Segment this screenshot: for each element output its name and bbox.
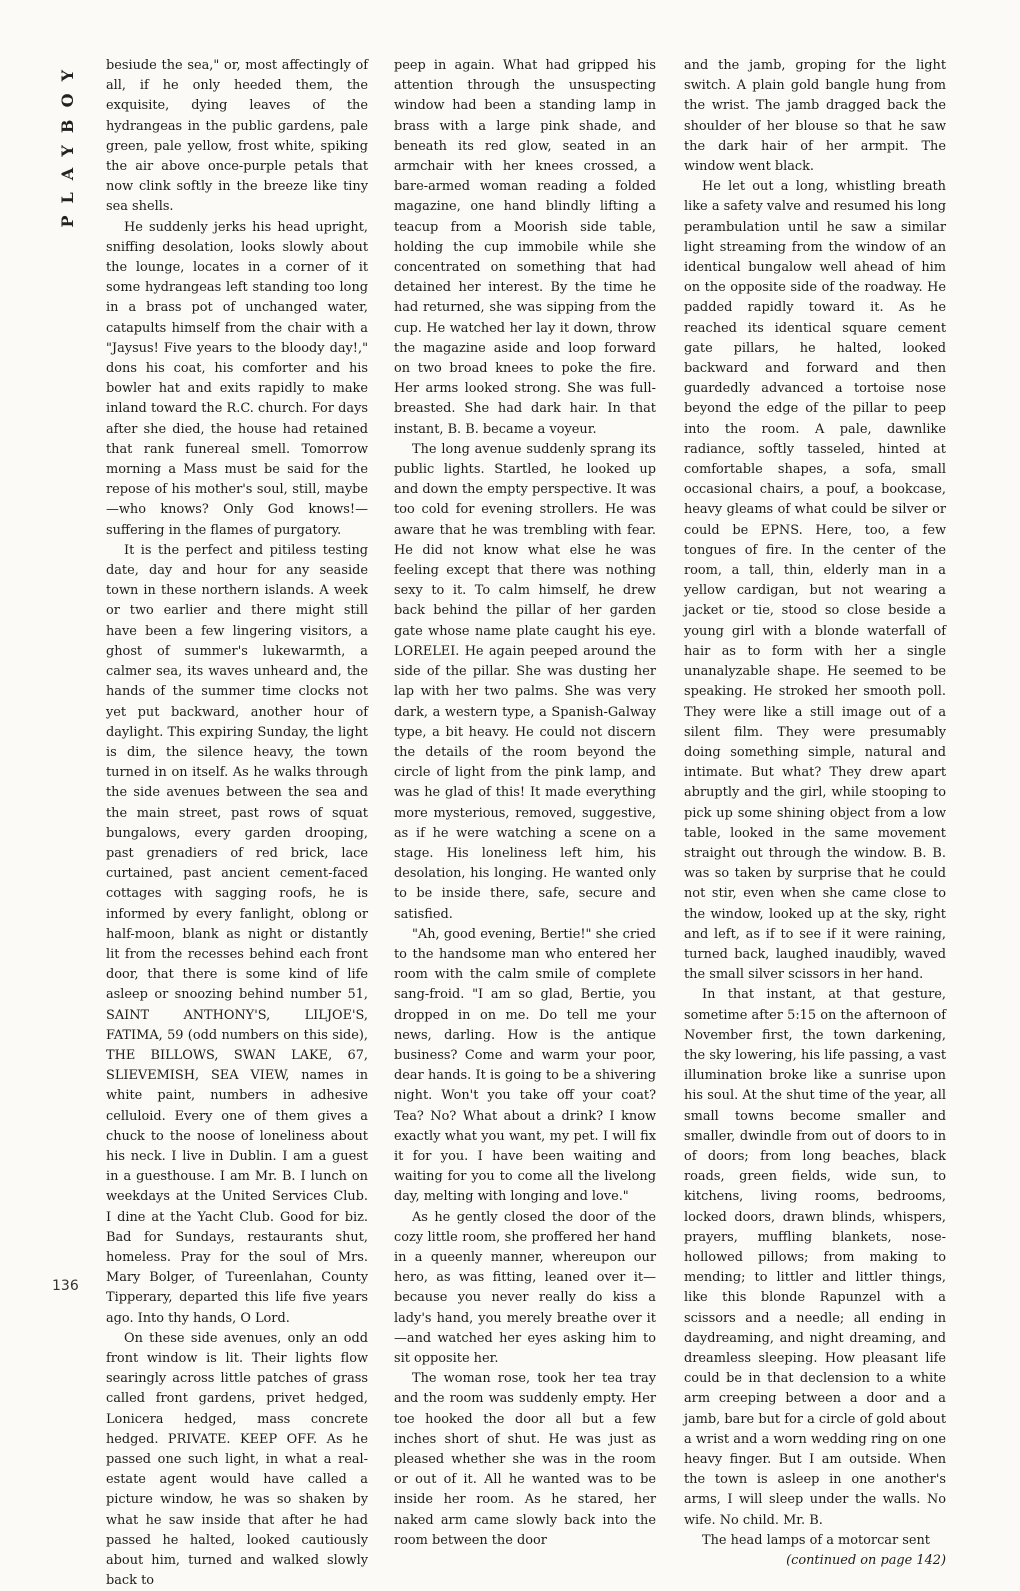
paragraph: peep in again. What had gripped his attention through the unsuspecting window had been a standing lamp in brass with a large pink shade, and beneath its red glow, seated in an armchair with her knees crossed, a bare-armed woman reading a folded magazine, one hand blindly lifting a teacup from a Moorish side table, holding the cup immobile while she concentrated on something that had detained her interest. By the time he had returned, she was sipping from the cup. He watched her lay it down, throw the magazine aside and loop forward on two broad knees to poke the fire. Her arms looked strong. She was full-breasted. She had dark hair. In that instant, B. B. became a voyeur.: [394, 58, 656, 437]
text-column-2: [394, 56, 656, 1548]
paragraph: It is the perfect and pitiless testing date, day and hour for any seaside town in these northern islands. A week or two earlier and there might still have been a few lingering visitors, a ghost of summer's lukewarmth, a calmer sea, its waves unheard and, the hands of the summer time clocks not yet put backward, another hour of daylight. This expiring Sunday, the light is dim, the silence heavy, the town turned in on itself. As he walks through the side avenues between the sea and the main street, past rows of squat bungalows, every garden drooping, past grenadiers of red brick, lace curtained, past ancient cement-faced cottages with sagging roofs, he is informed by every fanlight, oblong or half-moon, blank as night or distantly lit from the recesses behind each front door, that there is some kind of life asleep or snoozing behind number 51, SAINT ANTHONY'S, LILJOE'S, FATIMA, 59 (odd numbers on this side), THE BILLOWS, SWAN LAKE, 67, SLIEVEMISH, SEA VIEW, names in white paint, numbers in adhesive celluloid. Every one of them gives a chuck to the noose of loneliness about his neck. I live in Dublin. I am a guest in a guesthouse. I am Mr. B. I lunch on weekdays at the United Services Club. I dine at the Yacht Club. Good for biz. Bad for Sundays, restaurants shut, homeless. Pray for the soul of Mrs. Mary Bolger, of Tureenlahan, County Tipperary, departed this life five years ago. Into thy hands, O Lord.: [106, 542, 368, 1326]
text-column-1: [106, 56, 368, 1589]
page-number: 136: [52, 1278, 79, 1294]
paragraph: He let out a long, whistling breath like a safety valve and resumed his long perambulation until he saw a similar light streaming from the window of an identical bungalow well ahead of him on the opposite side of the roadway. He padded rapidly toward it. As he reached its identical square cement gate pillars, he halted, looked backward and forward and then guardedly advanced a tortoise nose beyond the edge of the pillar to peep into the room. A pale, dawnlike radiance, softly tasseled, hinted at comfortable shapes, a sofa, small occasional chairs, a pouf, a bookcase, heavy gleams of what could be silver or could be EPNS. Here, too, a few tongues of fire. In the center of the room, a tall, thin, elderly man in a yellow cardigan, but not wearing a jacket or tie, stood so close beside a young girl with a blonde waterfall of hair as to form with her a single unanalyzable shape. He seemed to be speaking. He stroked her smooth poll. They were like a still image out of a silent film. They were presumably doing something simple, natural and intimate. But what? They drew apart abruptly and the girl, while stooping to pick up some shining object from a low table, looked in the same movement straight out through the window. B. B. was so taken by surprise that he could not stir, even when she came close to the window, looked up at the sky, right and left, as if to see if it were raining, turned back, laughed inaudibly, waved the small silver scissors in her hand.: [684, 179, 946, 983]
text-column-3: [684, 56, 946, 1569]
paragraph: The long avenue suddenly sprang its public lights. Startled, he looked up and down the empty perspective. It was too cold for evening strollers. He was aware that he was trembling with fear. He did not know what else he was feeling except that there was nothing sexy to it. To calm himself, he drew back behind the pillar of her garden gate whose name plate caught his eye. LORELEI. He again peeped around the side of the pillar. She was dusting her lap with her two palms. She was very dark, a western type, a Spanish-Galway type, a bit heavy. He could not discern the details of the room beyond the circle of light from the pink lamp, and was he glad of this! It made everything more mysterious, removed, suggestive, as if he were watching a scene on a stage. His loneliness left him, his desolation, his longing. He wanted only to be inside there, safe, secure and satisfied.: [394, 441, 656, 922]
paragraph: The head lamps of a motorcar sent: [702, 1532, 930, 1548]
paragraph: The woman rose, took her tea tray and the room was suddenly empty. Her toe hooked the door all but a few inches short of shut. He was just as pleased whether she was in the room or out of it. All he wanted was to be inside her room. As he stared, her naked arm came slowly back into the room between the door: [394, 1371, 656, 1548]
paragraph: As he gently closed the door of the cozy little room, she proffered her hand in a queenly manner, whereupon our hero, as was fitting, leaned over it—because you never really do kiss a lady's hand, you merely breathe over it—and watched her eyes asking him to sit opposite her.: [394, 1209, 656, 1366]
paragraph: He suddenly jerks his head upright, sniffing desolation, looks slowly about the lounge, locates in a corner of it some hydrangeas left standing too long in a brass pot of unchanged water, catapults himself from the chair with a "Jaysus! Five years to the bloody day!," dons his coat, his comforter and his bowler hat and exits rapidly to make inland toward the R.C. church. For days after she died, the house had retained that rank funereal smell. Tomorrow morning a Mass must be said for the repose of his mother's soul, still, maybe—who knows? Only God knows!—suffering in the flames of purgatory.: [106, 219, 368, 538]
paragraph: and the jamb, groping for the light switch. A plain gold bangle hung from the wrist. The jamb dragged back the shoulder of her blouse so that he saw the dark hair of her armpit. The window went black.: [684, 58, 946, 175]
paragraph: besiude the sea," or, most affectingly of all, if he only heeded them, the exquisite, dying leaves of the hydrangeas in the public gardens, pale green, pale yellow, frost white, spiking the air above once-purple petals that now clink softly in the breeze like tiny sea shells.: [106, 58, 368, 215]
paragraph: On these side avenues, only an odd front window is lit. Their lights flow searingly across little patches of grass called front gardens, privet hedged, Lonicera hedged, mass concrete hedged. PRIVATE. KEEP OFF. As he passed one such light, in what a real-estate agent would have called a picture window, he was so shaken by what he saw inside that after he had passed he halted, looked cautiously about him, turned and walked slowly back to: [106, 1330, 368, 1589]
continued-on-page-note[interactable]: (continued on page 142): [786, 1553, 946, 1569]
paragraph: In that instant, at that gesture, sometime after 5:15 on the afternoon of November first, the town darkening, the sky lowering, his life passing, a vast illumination broke like a sunrise upon his soul. At the shut time of the year, all small towns become smaller and smaller, dwindle from out of doors to in of doors; from long beaches, black roads, green fields, wide sun, to kitchens, living rooms, bedrooms, locked doors, drawn blinds, whispers, prayers, muffling blankets, nose-hollowed pillows; from making to mending; to littler and littler things, like this blonde Rapunzel with a scissors and a needle; all ending in daydreaming, and night dreaming, and dreamless sleeping. How pleasant life could be in that declension to a white arm creeping between a door and a jamb, bare but for a circle of gold about a wrist and a worn wedding ring on one heavy finger. But I am outside. When the town is asleep in one another's arms, I will sleep under the walls. No wife. No child. Mr. B.: [684, 987, 946, 1528]
magazine-masthead: PLAYBOY: [58, 58, 77, 228]
paragraph: "Ah, good evening, Bertie!" she cried to the handsome man who entered her room with the calm smile of complete sang-froid. "I am so glad, Bertie, you dropped in on me. Do tell me your news, darling. How is the antique business? Come and warm your poor, dear hands. It is going to be a shivering night. Won't you take off your coat? Tea? No? What about a drink? I know exactly what you want, my pet. I will fix it for you. I have been waiting and waiting for you to come all the livelong day, melting with longing and love.": [394, 926, 656, 1205]
